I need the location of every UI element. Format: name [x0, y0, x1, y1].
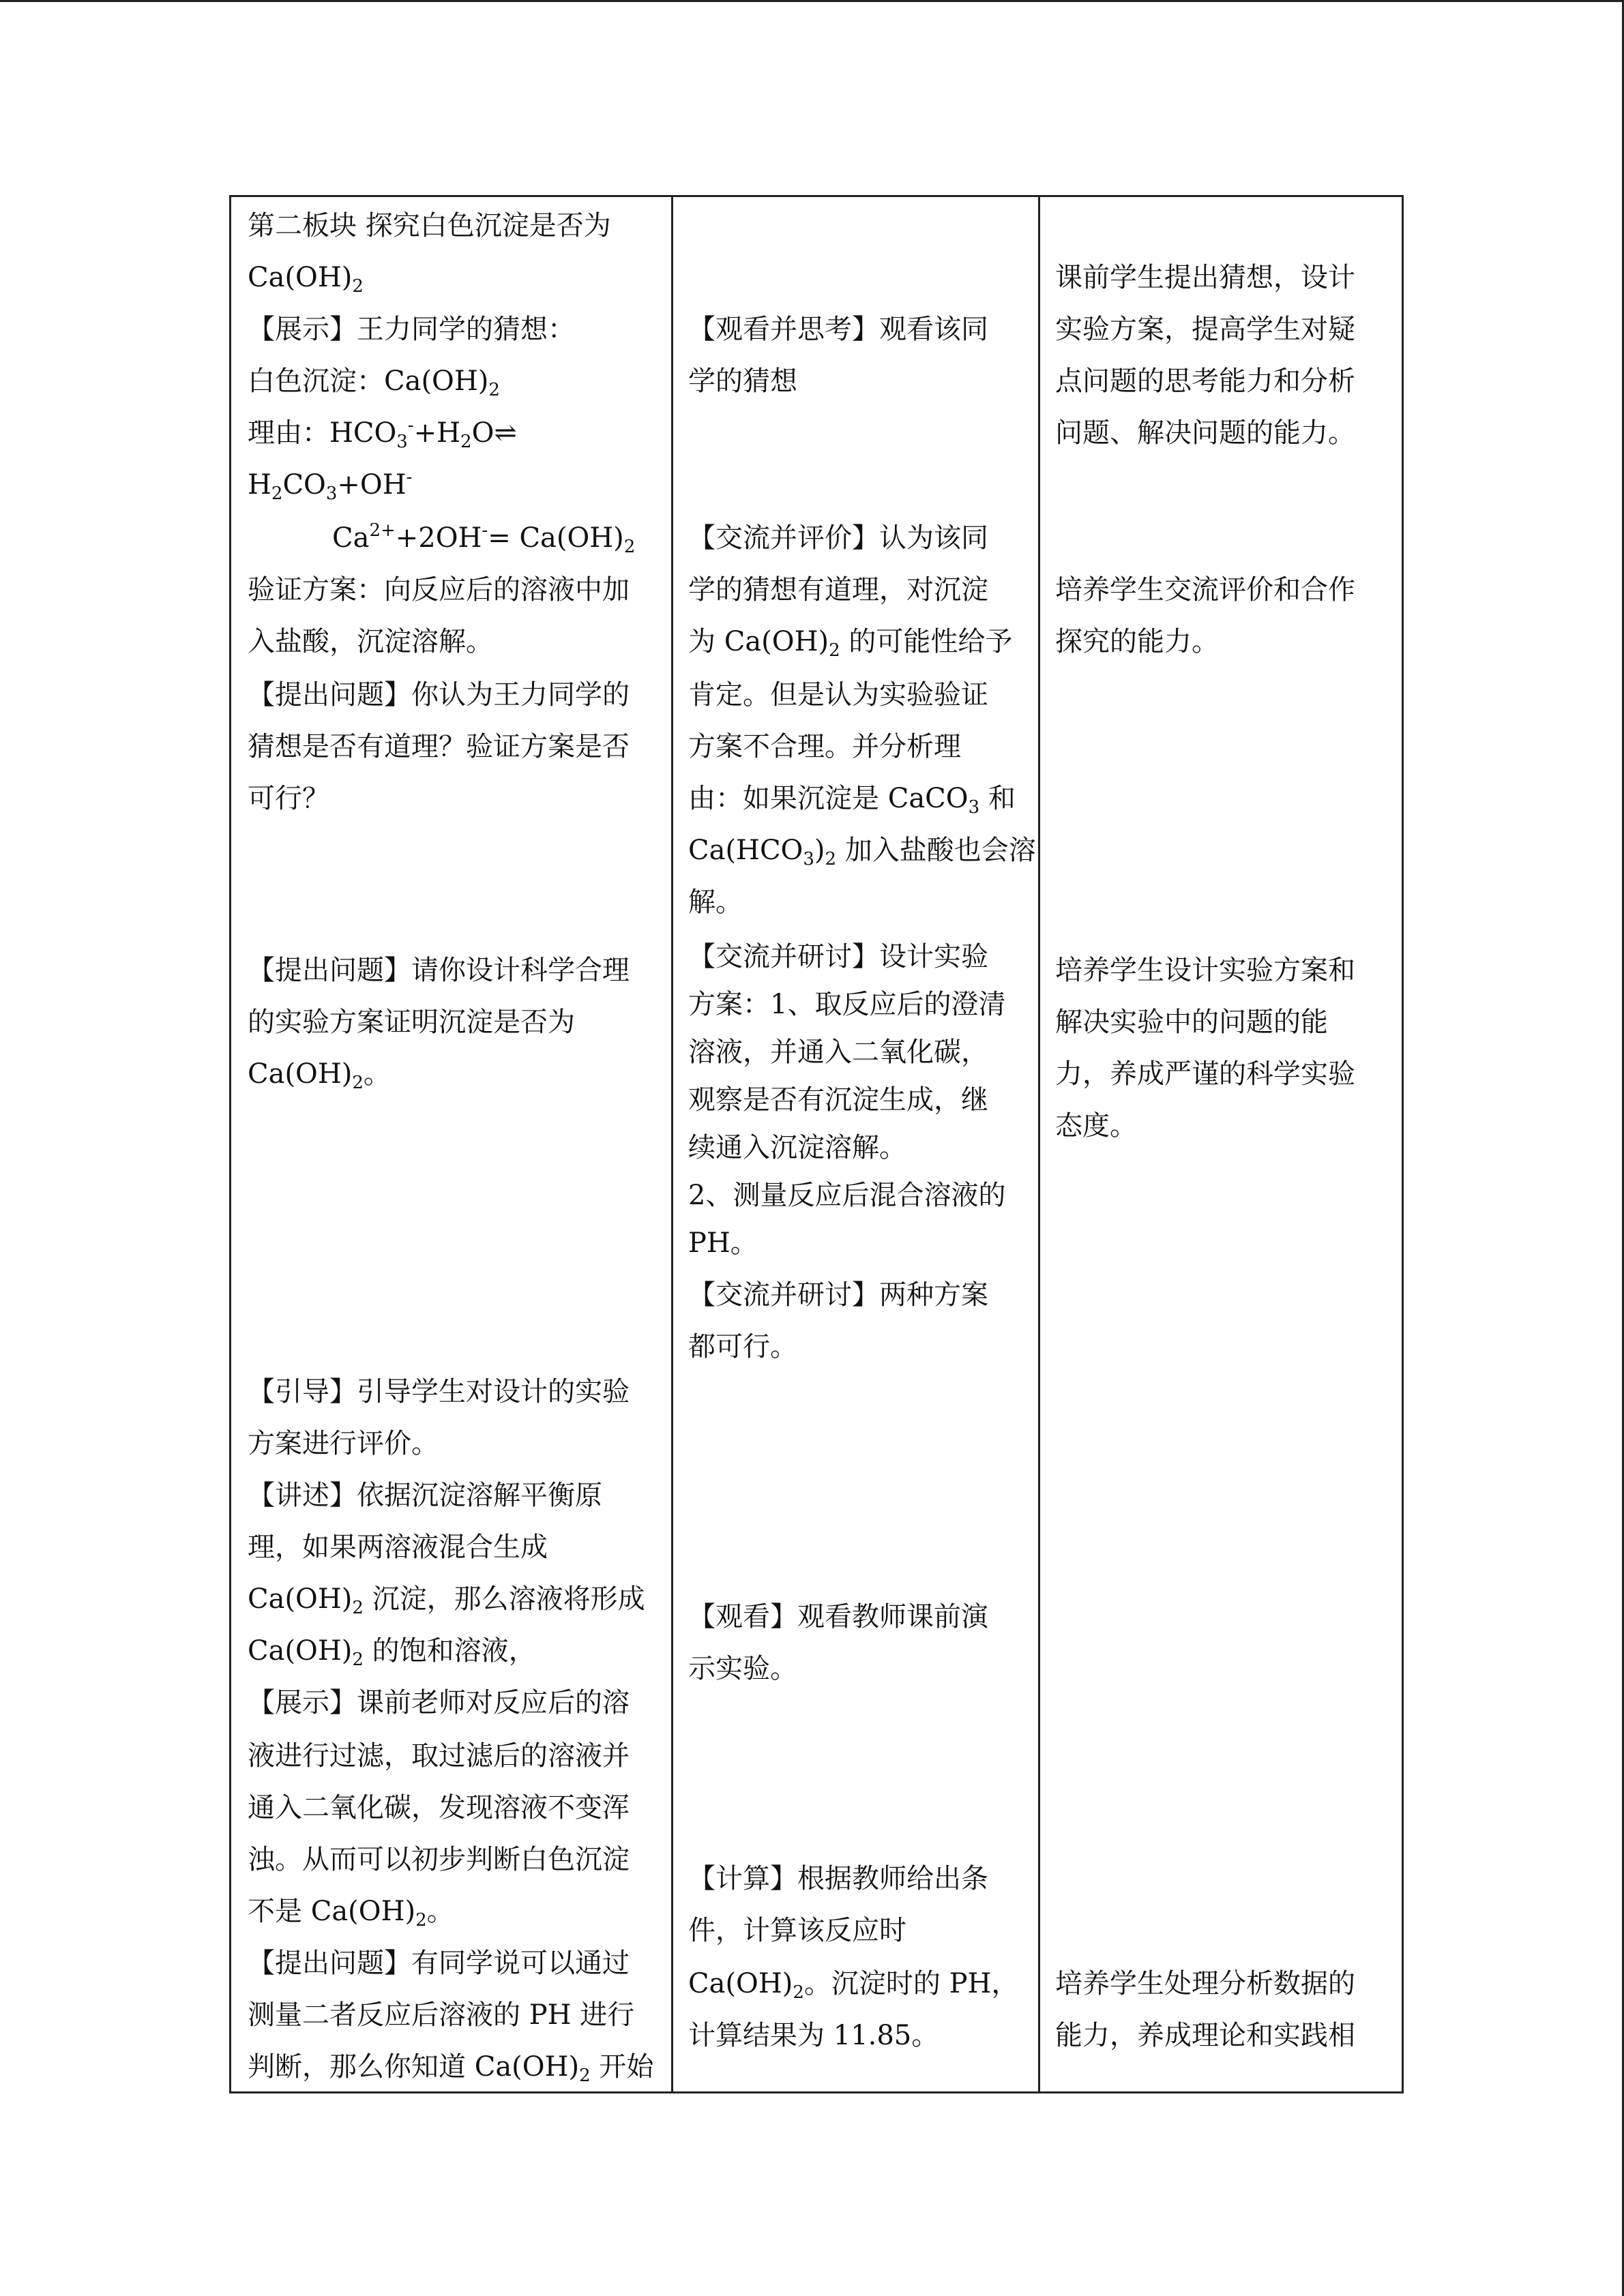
- lecture-line4: $Ca(OH)_2$ 的饱和溶液，: [248, 1635, 536, 1670]
- evaluate-line6: 由：如果沉淀是 CaCO$_3$ 和: [688, 783, 1016, 818]
- evaluate-line2: 学的猜想有道理，对沉淀: [688, 574, 988, 606]
- watch-line1: 【观看并思考】观看该同: [688, 314, 988, 345]
- discuss-line2: 方案：1、取反应后的澄清: [688, 989, 1006, 1020]
- evaluate-line4: 肯定。但是认为实验验证: [688, 679, 988, 711]
- guide-line2: 方案进行评价。: [248, 1428, 439, 1459]
- calculate-line1: 【计算】根据教师给出条: [688, 1863, 988, 1894]
- question3-line2: 测量二者反应后溶液的 PH 进行: [248, 1999, 635, 2031]
- show-guess-heading: 【展示】王力同学的猜想：: [248, 314, 575, 345]
- question3-line3: 判断，那么你知道 $Ca(OH)_2$ 开始: [248, 2051, 654, 2086]
- lecture-line1: 【讲述】依据沉淀溶解平衡原: [248, 1480, 602, 1511]
- question1-line1: 【提出问题】你认为王力同学的: [248, 679, 630, 711]
- discuss-line1: 【交流并研讨】设计实验: [688, 941, 988, 972]
- evaluate-line1: 【交流并评价】认为该同: [688, 522, 988, 554]
- show2-line2: 液进行过滤，取过滤后的溶液并: [248, 1740, 630, 1772]
- intent1-line3: 点问题的思考能力和分析: [1055, 366, 1355, 397]
- precipitate-label: 白色沉淀：$Ca(OH)_2$: [248, 366, 500, 400]
- verify-plan-line1: 验证方案：向反应后的溶液中加: [248, 574, 630, 606]
- show2-line5: 不是 $Ca(OH)_2$。: [248, 1896, 454, 1930]
- intent3-line3: 力，养成严谨的科学实验: [1055, 1058, 1355, 1090]
- lecture-line3: $Ca(OH)_2$ 沉淀，那么溶液将形成: [248, 1583, 645, 1618]
- calculate-line2: 件，计算该反应时: [688, 1915, 906, 1946]
- discuss-line4: 观察是否有沉淀生成，继: [688, 1084, 988, 1116]
- discuss2-line1: 【交流并研讨】两种方案: [688, 1279, 988, 1311]
- question2-line3: $Ca(OH)_2$。: [248, 1058, 391, 1093]
- lesson-plan-table: [229, 195, 1404, 2093]
- calculate-line4: 计算结果为 11.85。: [688, 2020, 939, 2051]
- section-title-formula: $Ca(OH)_2$: [248, 262, 364, 297]
- show2-line1: 【展示】课前老师对反应后的溶: [248, 1687, 630, 1718]
- evaluate-line5: 方案不合理。并分析理: [688, 731, 961, 762]
- page-top-edge: [0, 0, 1624, 2]
- observe-line2: 示实验。: [688, 1653, 797, 1684]
- intent3-line4: 态度。: [1055, 1110, 1137, 1142]
- column-divider-1: [671, 197, 673, 2091]
- question2-line2: 的实验方案证明沉淀是否为: [248, 1007, 575, 1038]
- show2-line3: 通入二氧化碳，发现溶液不变浑: [248, 1792, 630, 1823]
- verify-plan-line2: 入盐酸，沉淀溶解。: [248, 626, 493, 657]
- intent3-line1: 培养学生设计实验方案和: [1055, 955, 1355, 986]
- intent1-line1: 课前学生提出猜想，设计: [1055, 262, 1355, 293]
- intent2-line2: 探究的能力。: [1055, 626, 1219, 657]
- column-divider-2: [1038, 197, 1040, 2091]
- reason-equation-line1: 理由：$HCO_3^-+H_2O\rightleftharpoons$: [248, 415, 517, 452]
- guide-line1: 【引导】引导学生对设计的实验: [248, 1376, 630, 1407]
- observe-line1: 【观看】观看教师课前演: [688, 1601, 988, 1632]
- discuss-line5: 续通入沉淀溶解。: [688, 1132, 906, 1163]
- lecture-line2: 理，如果两溶液混合生成: [248, 1532, 548, 1563]
- intent1-line2: 实验方案，提高学生对疑: [1055, 314, 1355, 345]
- question3-line1: 【提出问题】有同学说可以通过: [248, 1948, 630, 1979]
- evaluate-line8: 解。: [688, 886, 743, 918]
- show2-line4: 浊。从而可以初步判断白色沉淀: [248, 1844, 630, 1875]
- calcium-hydroxide-equation: $Ca^{2+}+2OH^-= Ca(OH)_2$: [332, 520, 636, 557]
- watch-line2: 学的猜想: [688, 366, 797, 397]
- reason-equation-line2: $H_2CO_3+OH^-$: [248, 467, 413, 504]
- question1-line2: 猜想是否有道理？验证方案是否: [248, 731, 630, 762]
- intent1-line4: 问题、解决问题的能力。: [1055, 417, 1355, 449]
- calculate-line3: $Ca(OH)_2$。沉淀时的 PH，: [688, 1968, 1019, 2003]
- discuss-line3: 溶液，并通入二氧化碳，: [688, 1037, 988, 1068]
- intent4-line1: 培养学生处理分析数据的: [1055, 1968, 1355, 1999]
- intent4-line2: 能力，养成理论和实践相: [1055, 2020, 1355, 2051]
- discuss-line7: PH。: [688, 1227, 758, 1259]
- discuss2-line2: 都可行。: [688, 1331, 797, 1362]
- question1-line3: 可行？: [248, 783, 329, 814]
- question2-line1: 【提出问题】请你设计科学合理: [248, 955, 630, 986]
- evaluate-line3: 为 $Ca(OH)_2$ 的可能性给予: [688, 626, 1013, 661]
- section-title: 第二板块 探究白色沉淀是否为: [248, 210, 611, 241]
- discuss-line6: 2、测量反应后混合溶液的: [688, 1180, 1006, 1211]
- intent3-line2: 解决实验中的问题的能: [1055, 1007, 1328, 1038]
- evaluate-line7: $Ca(HCO_3)_2$ 加入盐酸也会溶: [688, 835, 1036, 869]
- intent2-line1: 培养学生交流评价和合作: [1055, 574, 1355, 606]
